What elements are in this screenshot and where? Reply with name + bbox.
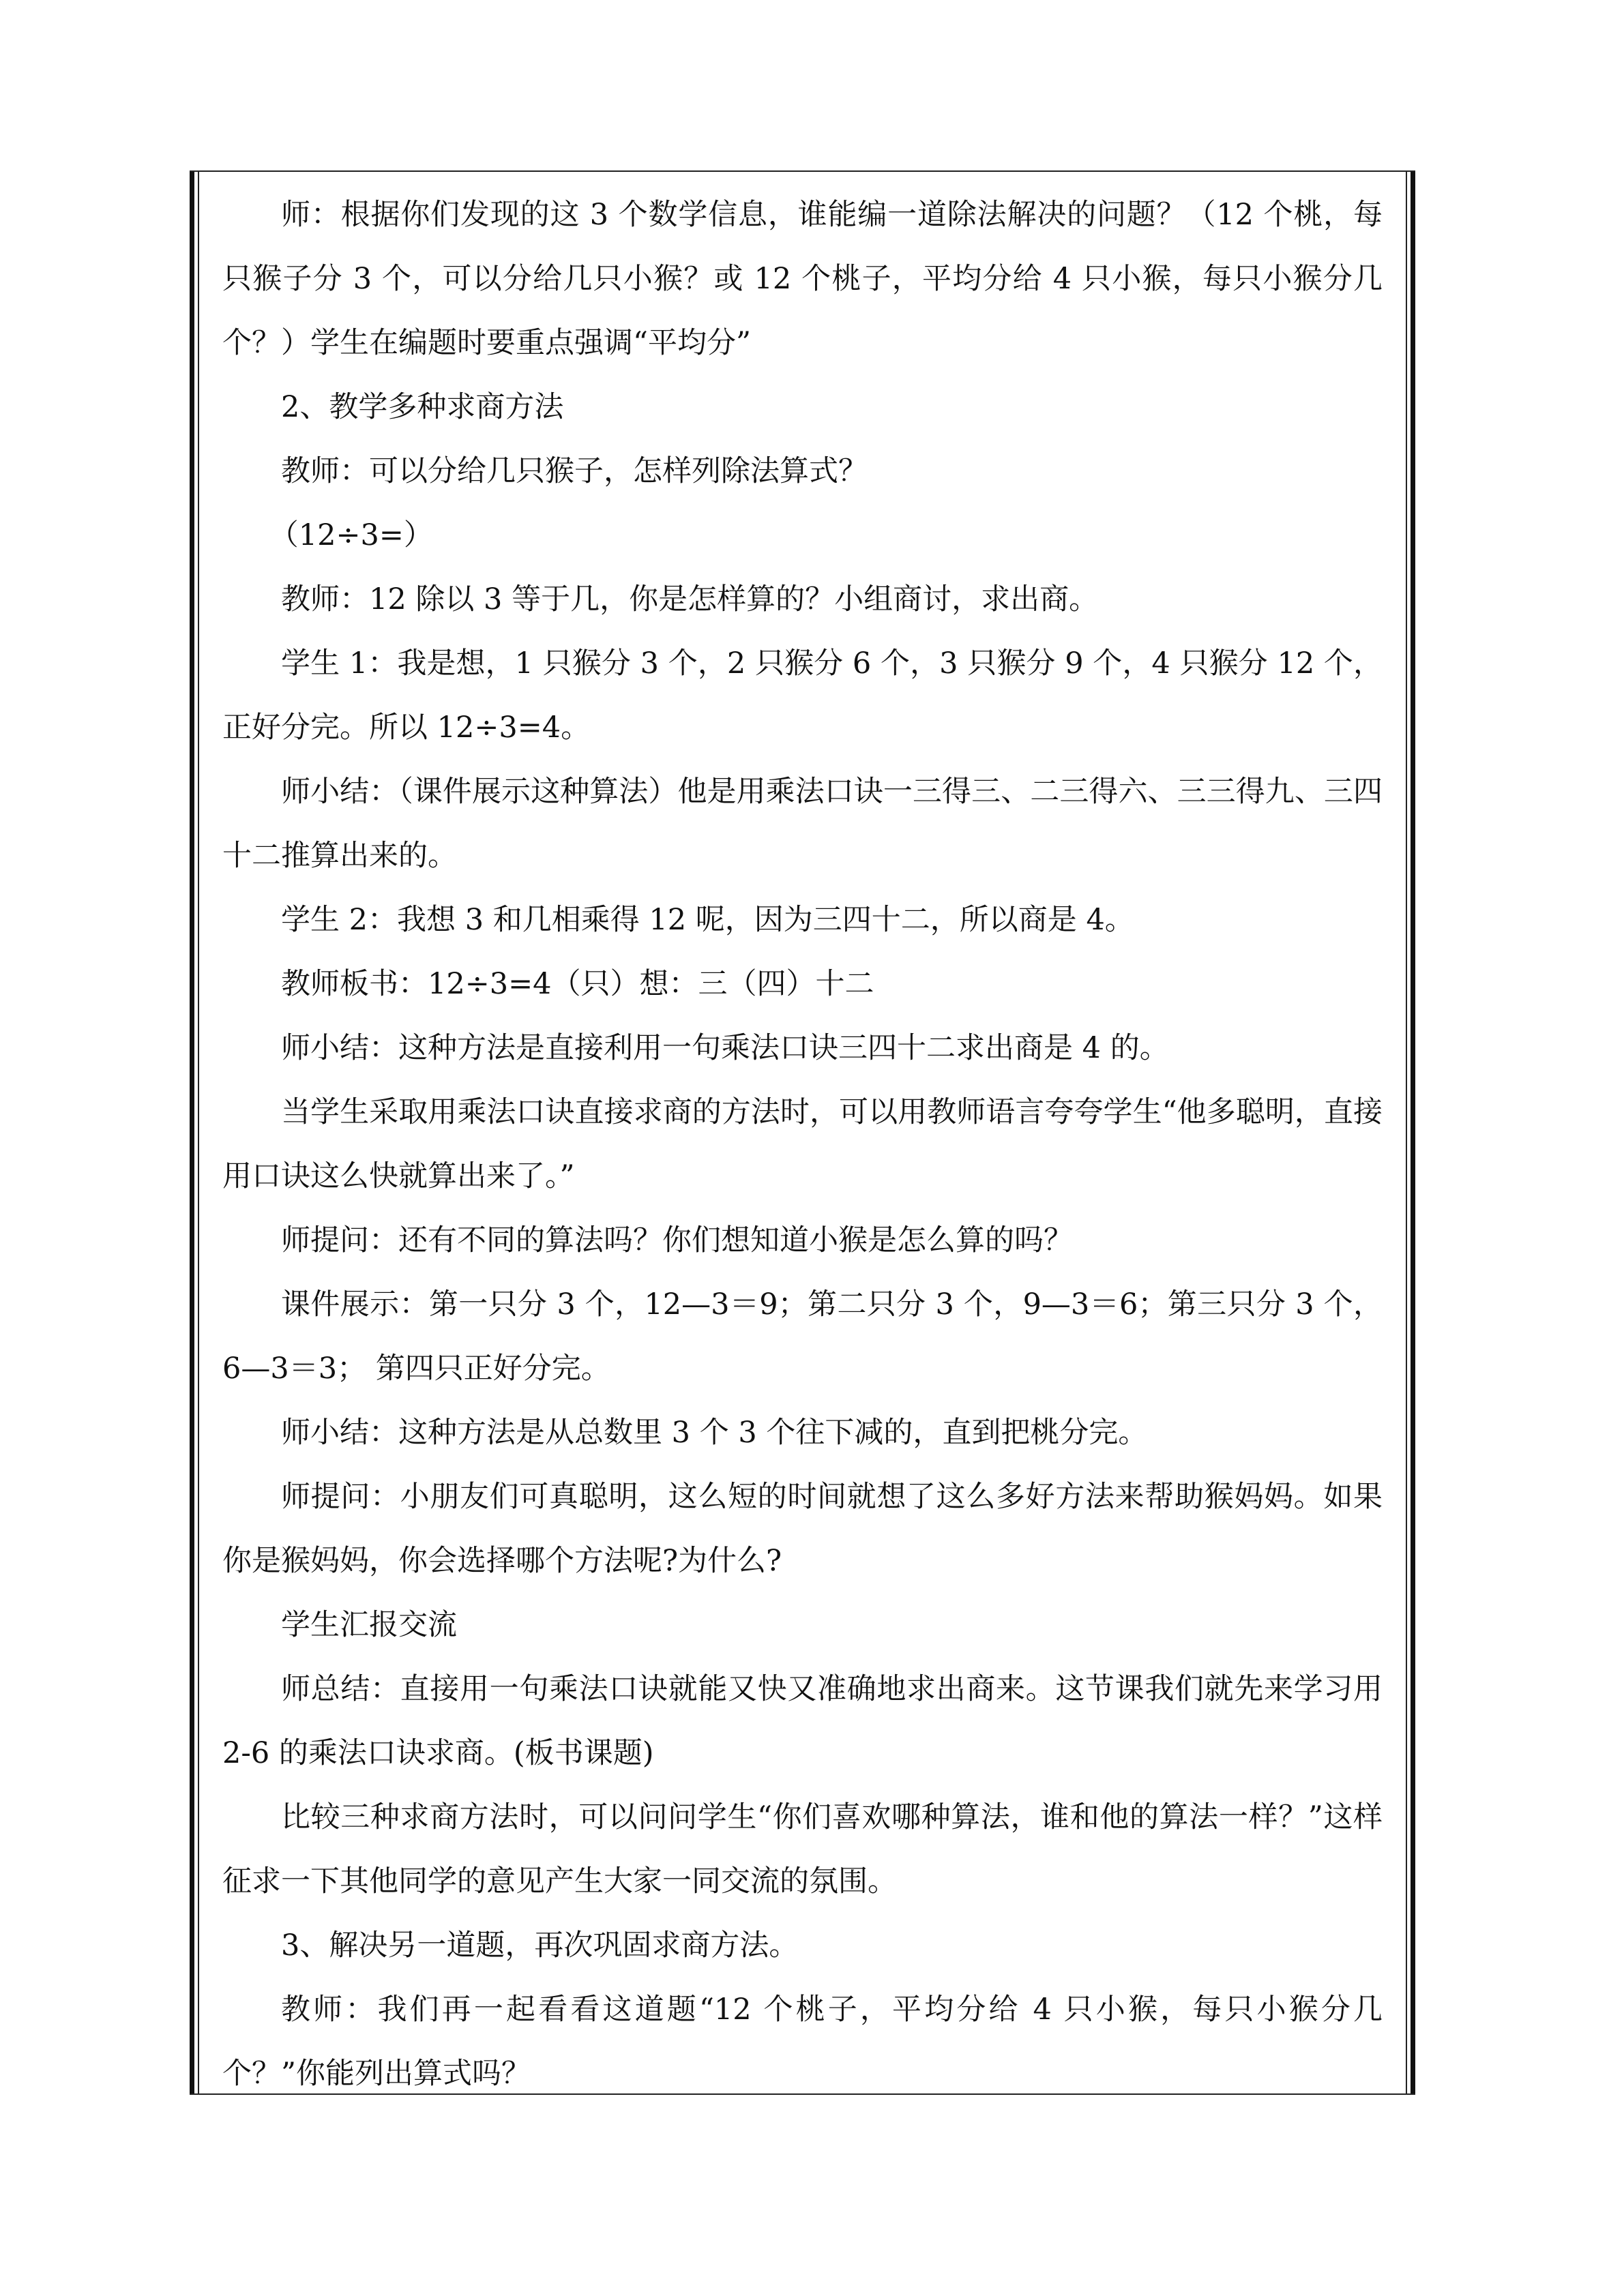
- section-heading-methods: 2、教学多种求商方法: [281, 390, 564, 424]
- paragraph-courseware: 课件展示：第一只分 3 个，12—3＝9；第二只分 3 个，9—3＝6；第三只分 3 个，6—3＝3； 第四只正好分完。: [222, 1287, 1383, 1386]
- lesson-content: [222, 183, 1383, 2106]
- paragraph-student-1: 学生 1：我是想，1 只猴分 3 个，2 只猴分 6 个，3 只猴分 9 个，4 只猴分 12 个，正好分完。所以 12÷3=4。: [222, 646, 1383, 745]
- paragraph-teacher-final: 教师：我们再一起看看这道题“12 个桃子，平均分给 4 只小猴，每只小猴分几个？”你能列出算式吗？: [222, 1993, 1383, 2091]
- paragraph-student-report: 学生汇报交流: [281, 1608, 457, 1642]
- paragraph-teacher-ask-formula: 教师：可以分给几只猴子，怎样列除法算式？: [281, 454, 868, 488]
- frame-border-right-thin: [1406, 172, 1407, 2093]
- frame-border-left-thin: [198, 172, 199, 2093]
- paragraph-summary-2: 师小结：这种方法是直接利用一句乘法口诀三四十二求出商是 4 的。: [281, 1031, 1169, 1065]
- section-heading-solve: 3、解决另一道题，再次巩固求商方法。: [281, 1928, 799, 1963]
- frame-border-right-thick: [1411, 172, 1415, 2093]
- paragraph-conclusion: 师总结：直接用一句乘法口诀就能又快又准确地求出商来。这节课我们就先来学习用 2-6 的乘法口诀求商。(板书课题): [222, 1672, 1383, 1770]
- paragraph-teacher-ask-choose: 师提问：小朋友们可真聪明，这么短的时间就想了这么多好方法来帮助猴妈妈。如果你是猴妈妈，你会选择哪个方法呢?为什么?: [222, 1480, 1383, 1578]
- paragraph-formula: （12÷3=）: [269, 518, 433, 552]
- frame-border-left-thick: [190, 172, 194, 2093]
- paragraph-teacher-ask-other: 师提问：还有不同的算法吗？你们想知道小猴是怎么算的吗？: [281, 1223, 1073, 1257]
- paragraph-board: 教师板书：12÷3=4（只）想：三（四）十二: [281, 967, 874, 1001]
- paragraph-compare: 比较三种求商方法时，可以问问学生“你们喜欢哪种算法，谁和他的算法一样？”这样征求一下其他同学的意见产生大家一同交流的氛围。: [222, 1800, 1383, 1898]
- paragraph-praise: 当学生采取用乘法口诀直接求商的方法时，可以用教师语言夸夸学生“他多聪明，直接用口诀这么快就算出来了。”: [222, 1095, 1383, 1193]
- paragraph-summary-3: 师小结：这种方法是从总数里 3 个 3 个往下减的，直到把桃分完。: [281, 1416, 1148, 1450]
- paragraph-student-2: 学生 2：我想 3 和几相乘得 12 呢，因为三四十二，所以商是 4。: [281, 903, 1134, 937]
- paragraph-teacher-question: 师：根据你们发现的这 3 个数学信息，谁能编一道除法解决的问题？（12 个桃，每只猴子分 3 个，可以分给几只小猴？或 12 个桃子，平均分给 4 只小猴，每只小猴分几个？）学生在编题时要重点强调“平均分”: [222, 198, 1383, 360]
- paragraph-teacher-discuss: 教师：12 除以 3 等于几，你是怎样算的？小组商讨，求出商。: [281, 582, 1099, 616]
- table-frame: [190, 170, 1415, 2095]
- paragraph-summary-1: 师小结：（课件展示这种算法）他是用乘法口诀一三得三、二三得六、三三得九、三四十二推算出来的。: [222, 775, 1383, 873]
